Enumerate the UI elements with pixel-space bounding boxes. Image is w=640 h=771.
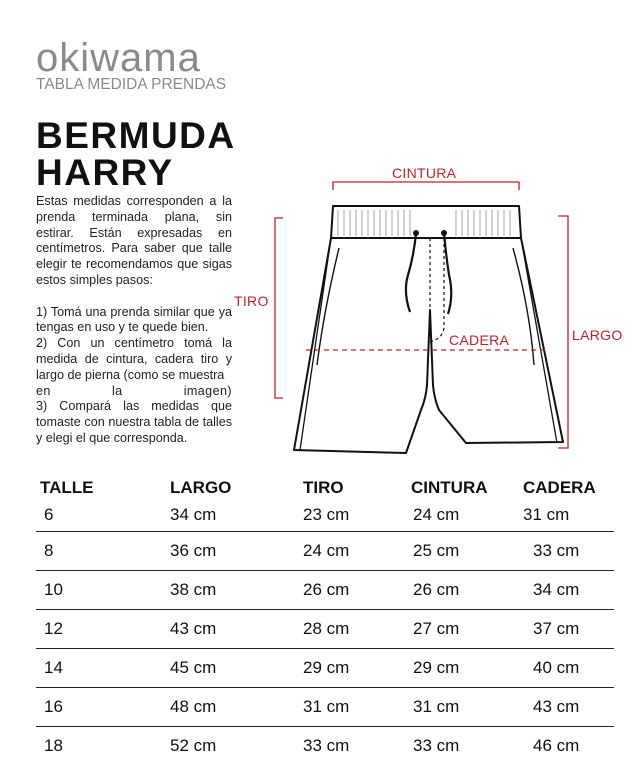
- header-cintura: CINTURA: [411, 478, 488, 497]
- brand-logo: okiwama: [36, 36, 201, 80]
- cell-tiro: 33 cm: [303, 736, 350, 755]
- cell-cintura: 33 cm: [413, 736, 460, 755]
- instructions-step-1: 1) Tomá una prenda similar que ya tengas en uso y te quede bien.: [36, 304, 232, 335]
- cintura-guide: [333, 182, 519, 190]
- largo-guide: [558, 216, 568, 448]
- table-row: [36, 688, 614, 727]
- cell-tiro: 24 cm: [303, 532, 411, 571]
- header-largo: LARGO: [170, 478, 232, 497]
- page-subtitle: TABLA MEDIDA PRENDAS: [36, 76, 227, 93]
- instructions: [36, 194, 232, 447]
- cell-largo: 34 cm: [170, 499, 303, 532]
- table-header-row: [36, 477, 614, 499]
- table-row: [36, 499, 614, 532]
- cell-talle: 10: [36, 571, 170, 610]
- cell-cintura: 27 cm: [411, 610, 523, 649]
- cell-largo: 38 cm: [170, 571, 303, 610]
- header-talle: TALLE: [40, 478, 94, 497]
- shorts-diagram: [230, 160, 640, 470]
- cell-cadera: 40 cm: [523, 649, 614, 688]
- cell-largo: 43 cm: [170, 610, 303, 649]
- product-title: [36, 117, 236, 191]
- cell-talle: 16: [36, 688, 170, 727]
- cell-cintura: 29 cm: [411, 649, 523, 688]
- header-tiro: TIRO: [303, 478, 344, 497]
- cell-largo: 52 cm: [170, 736, 217, 755]
- size-table: [36, 477, 614, 765]
- waistband-outline: [331, 206, 521, 238]
- instructions-step-2: 2) Con un centímetro tomá la medida de cintura, cadera tiro y largo de pierna (como se muestra: [36, 336, 232, 382]
- largo-label: LARGO: [572, 327, 623, 343]
- cell-cadera: 37 cm: [523, 610, 614, 649]
- waistband-ribbing: [338, 210, 510, 236]
- left-pocket: [317, 248, 339, 365]
- cell-cadera: 33 cm: [523, 532, 614, 571]
- cell-cadera: 46 cm: [533, 736, 580, 755]
- cell-talle: 6: [36, 499, 170, 532]
- table-row: [36, 610, 614, 649]
- instructions-step-2-end: en la imagen): [36, 383, 232, 398]
- cell-tiro: 26 cm: [303, 571, 411, 610]
- table-row: [36, 571, 614, 610]
- table-row: [36, 649, 614, 688]
- instructions-step-3: 3) Compará las medidas que tomaste con nuestra tabla de talles y elegi el que corresponda.: [36, 399, 232, 445]
- cintura-label: CINTURA: [392, 165, 457, 181]
- table-row: [36, 532, 614, 571]
- shorts-illustration: [230, 160, 640, 470]
- cell-largo: 45 cm: [170, 649, 303, 688]
- cell-largo: 36 cm: [170, 532, 303, 571]
- cadera-label: CADERA: [449, 332, 510, 348]
- cell-talle: 14: [36, 649, 170, 688]
- tiro-guide: [275, 218, 283, 398]
- instructions-intro: Estas medidas corresponden a la prenda terminada plana, sin estirar. Están expresadas en centímetros. Para saber que talle elegir te recomendamos que sigas estos simples pasos:: [36, 194, 232, 287]
- cell-cadera: 34 cm: [523, 571, 614, 610]
- table-row: [36, 727, 614, 766]
- cell-talle: 12: [36, 610, 170, 649]
- cell-cadera: 31 cm: [523, 499, 614, 532]
- cell-cintura: 26 cm: [411, 571, 523, 610]
- cell-cintura: 24 cm: [411, 499, 523, 532]
- cell-cintura: 31 cm: [411, 688, 523, 727]
- cell-tiro: 23 cm: [303, 499, 411, 532]
- cell-talle: 8: [36, 532, 170, 571]
- cell-tiro: 31 cm: [303, 688, 411, 727]
- cell-cadera: 43 cm: [523, 688, 614, 727]
- right-pocket: [513, 248, 534, 365]
- cell-cintura: 25 cm: [411, 532, 523, 571]
- header-cadera: CADERA: [523, 478, 596, 497]
- cell-tiro: 29 cm: [303, 649, 411, 688]
- tiro-label: TIRO: [234, 293, 269, 309]
- product-title-line1: BERMUDA: [36, 115, 236, 156]
- cell-largo: 48 cm: [170, 688, 303, 727]
- cell-tiro: 28 cm: [303, 610, 411, 649]
- product-title-line2: HARRY: [36, 152, 174, 193]
- cell-talle: 18: [44, 736, 63, 755]
